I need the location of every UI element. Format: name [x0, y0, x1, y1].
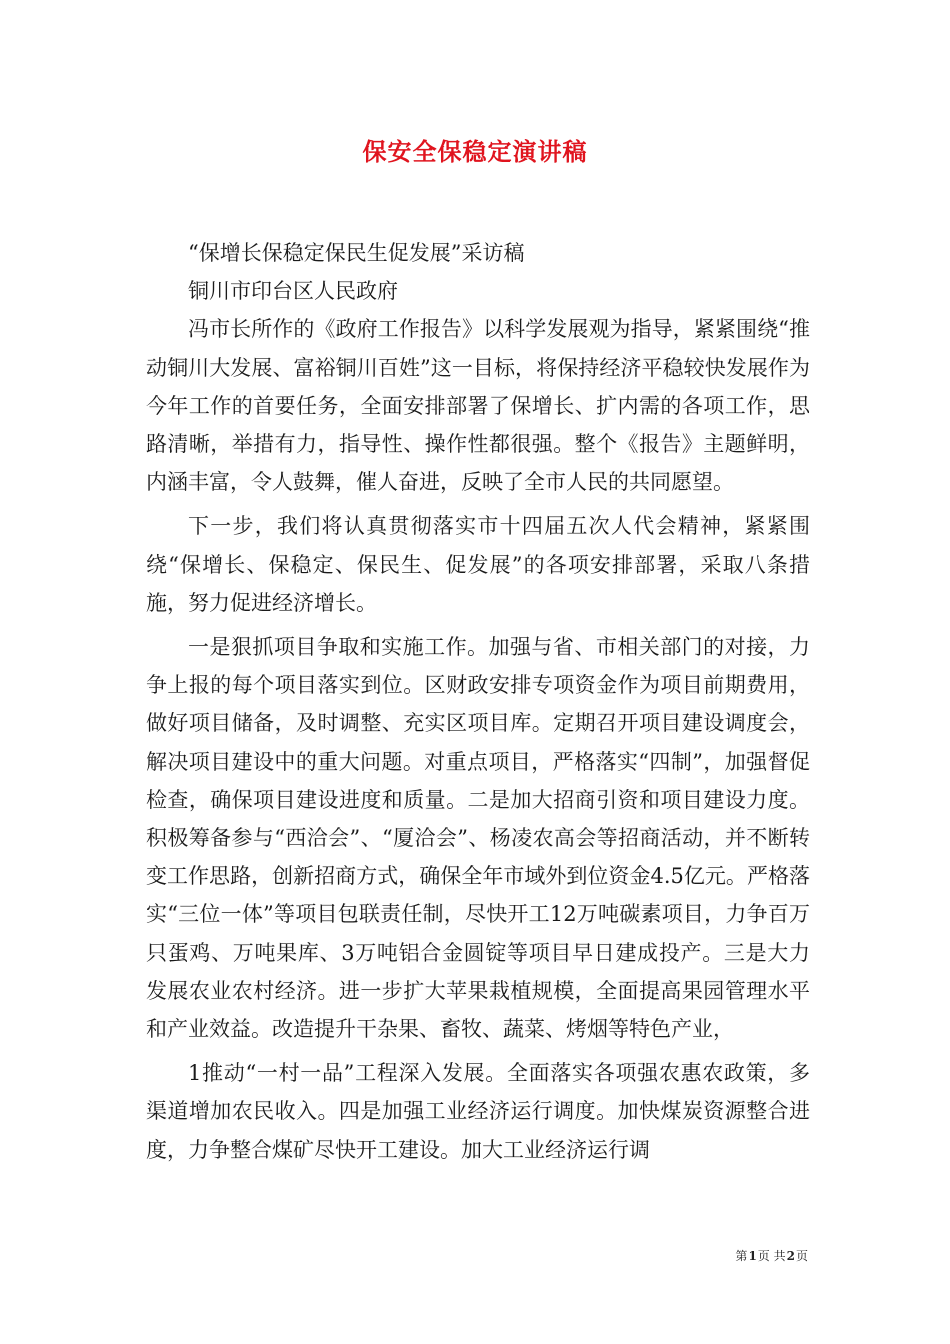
page-number-footer: [735, 1247, 808, 1264]
footer-middle: 页 共: [757, 1249, 786, 1263]
document-body: [146, 234, 810, 1169]
paragraph-1: 冯市长所作的《政府工作报告》以科学发展观为指导，紧紧围绕“推动铜川大发展、富裕铜川百姓”这一目标，将保持经济平稳较快发展作为今年工作的首要任务，全面安排部署了保增长、扩内需的各项工作，思路清晰，举措有力，指导性、操作性都很强。整个《报告》主题鲜明，内涵丰富，令人鼓舞，催人奋进，反映了全市人民的共同愿望。: [146, 317, 810, 495]
document-title: 保安全保稳定演讲稿: [362, 137, 588, 166]
paragraph-3: 一是狠抓项目争取和实施工作。加强与省、市相关部门的对接，力争上报的每个项目落实到位。区财政安排专项资金作为项目前期费用，做好项目储备，及时调整、充实区项目库。定期召开项目建设调度会，解决项目建设中的重大问题。对重点项目，严格落实“四制”，加强督促检查，确保项目建设进度和质量。二是加大招商引资和项目建设力度。积极筹备参与“西洽会”、“厦洽会”、杨凌农高会等招商活动，并不断转变工作思路，创新招商方式，确保全年市域外到位资金4.5亿元。严格落实“三位一体”等项目包联责任制，尽快开工12万吨碳素项目，力争百万只蛋鸡、万吨果库、3万吨铝合金圆锭等项目早日建成投产。三是大力发展农业农村经济。进一步扩大苹果栽植规模，全面提高果园管理水平和产业效益。改造提升干杂果、畜牧、蔬菜、烤烟等特色产业，: [146, 635, 810, 1042]
footer-suffix: 页: [795, 1249, 808, 1263]
paragraph-subtitle: “保增长保稳定保民生促发展”采访稿: [188, 241, 525, 265]
footer-prefix: 第: [735, 1249, 748, 1263]
paragraph-4: 1推动“一村一品”工程深入发展。全面落实各项强农惠农政策，多渠道增加农民收入。四是加强工业经济运行调度。加快煤炭资源整合进度，力争整合煤矿尽快开工建设。加大工业经济运行调: [146, 1061, 810, 1162]
total-pages-number: 2: [786, 1249, 795, 1263]
paragraph-author: 铜川市印台区人民政府: [188, 279, 398, 304]
paragraph-2: 下一步，我们将认真贯彻落实市十四届五次人代会精神，紧紧围绕“保增长、保稳定、保民生、促发展”的各项安排部署，采取八条措施，努力促进经济增长。: [146, 514, 810, 615]
current-page-number: 1: [748, 1249, 757, 1263]
